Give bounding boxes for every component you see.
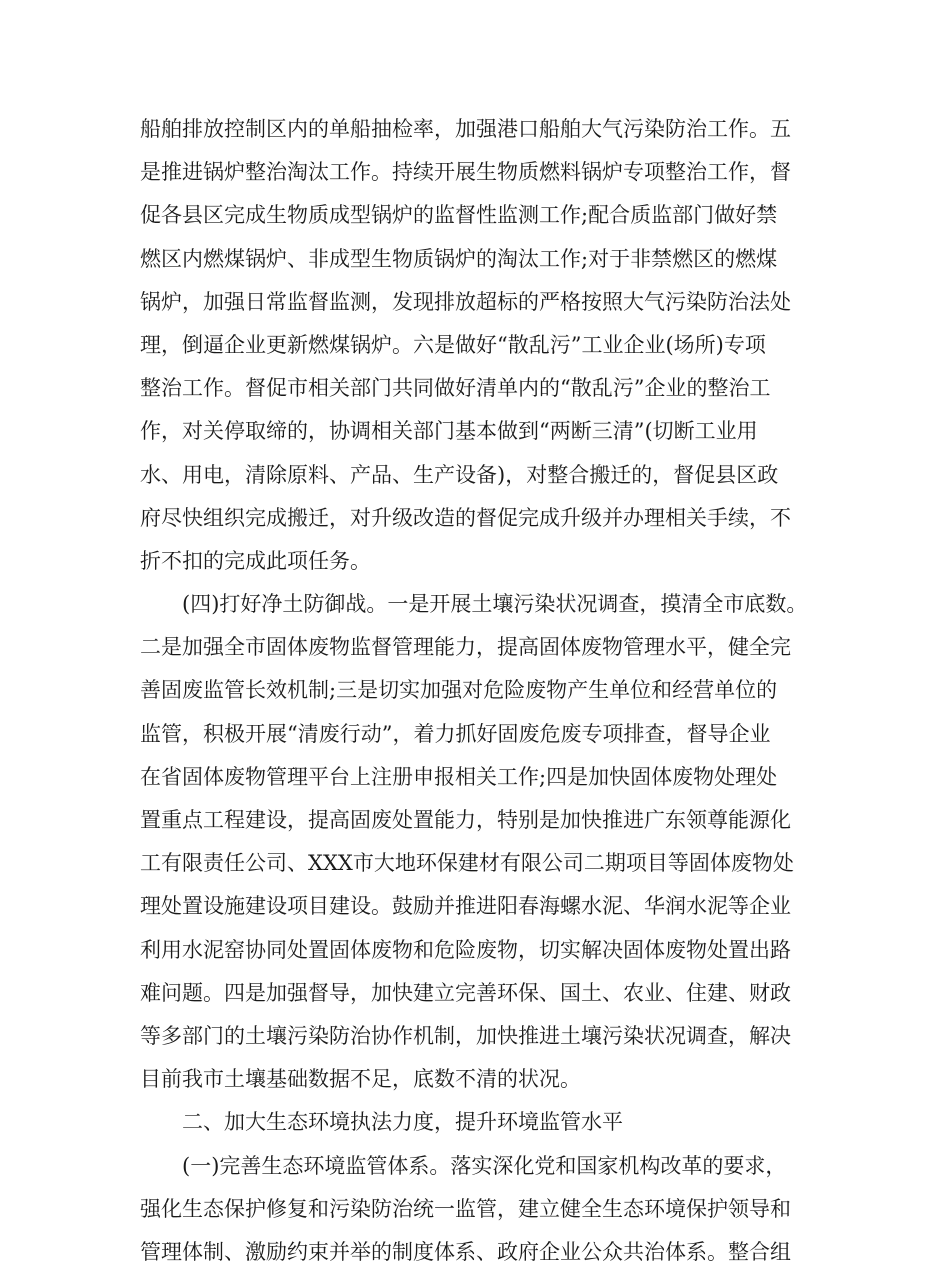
text-line: 利用水泥窑协同处置固体废物和危险废物，切实解决固体废物处置出路 <box>140 937 791 962</box>
text-line: 置重点工程建设，提高固废处置能力，特别是加快推进广东领尊能源化 <box>140 808 791 832</box>
text-line: 监管，积极开展“清废行动”，着力抓好固废危废专项排查，督导企业 <box>140 721 771 746</box>
heading-line: 二、加大生态环境执法力度，提升环境监管水平 <box>182 1110 623 1135</box>
text-line: 理处置设施建设项目建设。鼓励并推进阳春海螺水泥、华润水泥等企业 <box>140 894 791 919</box>
text-line: 锅炉，加强日常监督监测，发现排放超标的严格按照大气污染防治法处 <box>140 289 791 314</box>
section-heading <box>140 1106 812 1138</box>
text-line: 促各县区完成生物质成型锅炉的监督性监测工作;配合质监部门做好禁 <box>140 203 778 228</box>
text-line: 府尽快组织完成搬迁，对升级改造的督促完成升级并办理相关手续，不 <box>140 505 791 530</box>
text-line: 整治工作。督促市相关部门共同做好清单内的“散乱污”企业的整治工 <box>140 376 771 401</box>
text-line: 燃区内燃煤锅炉、非成型生物质锅炉的淘汰工作;对于非禁燃区的燃煤 <box>140 246 778 271</box>
text-line: 强化生态保护修复和污染防治统一监管，建立健全生态环境保护领导和 <box>140 1196 791 1221</box>
text-line: 船舶排放控制区内的单船抽检率，加强港口船舶大气污染防治工作。五 <box>140 117 791 141</box>
text-line: (一)完善生态环境监管体系。落实深化党和国家机构改革的要求， <box>182 1153 787 1178</box>
text-line: 是推进锅炉整治淘汰工作。持续开展生物质燃料锅炉专项整治工作，督 <box>140 160 791 185</box>
text-line: 难问题。四是加强督导，加快建立完善环保、国土、农业、住建、财政 <box>140 980 791 1005</box>
text-line: 目前我市土壤基础数据不足，底数不清的状况。 <box>140 1067 581 1092</box>
paragraph-soil-defense <box>140 588 812 1095</box>
text-line: 理，倒逼企业更新燃煤锅炉。六是做好“散乱污”工业企业(场所)专项 <box>140 332 766 357</box>
document-body <box>140 113 812 1279</box>
text-line: 善固废监管长效机制;三是切实加强对危险废物产生单位和经营单位的 <box>140 678 778 703</box>
text-line: 等多部门的土壤污染防治协作机制，加快推进土壤污染状况调查，解决 <box>140 1023 791 1048</box>
text-line: 管理体制、激励约束并举的制度体系、政府企业公众共治体系。整合组 <box>140 1239 791 1264</box>
text-line: 水、用电，清除原料、产品、生产设备)，对整合搬迁的，督促县区政 <box>140 462 779 487</box>
text-line: 作，对关停取缔的，协调相关部门基本做到“两断三清”(切断工业用 <box>140 419 758 444</box>
text-line: (四)打好净土防御战。一是开展土壤污染状况调查，摸清全市底数。 <box>182 592 808 617</box>
text-line: 在省固体废物管理平台上注册申报相关工作;四是加快固体废物处理处 <box>140 764 778 789</box>
text-line: 工有限责任公司、XXX市大地环保建材有限公司二期项目等固体废物处 <box>140 851 794 876</box>
paragraph-air-pollution <box>140 113 812 577</box>
text-line: 二是加强全市固体废物监督管理能力，提高固体废物管理水平，健全完 <box>140 635 791 660</box>
text-line: 折不扣的完成此项任务。 <box>140 548 371 573</box>
paragraph-regulatory-system <box>140 1150 812 1268</box>
